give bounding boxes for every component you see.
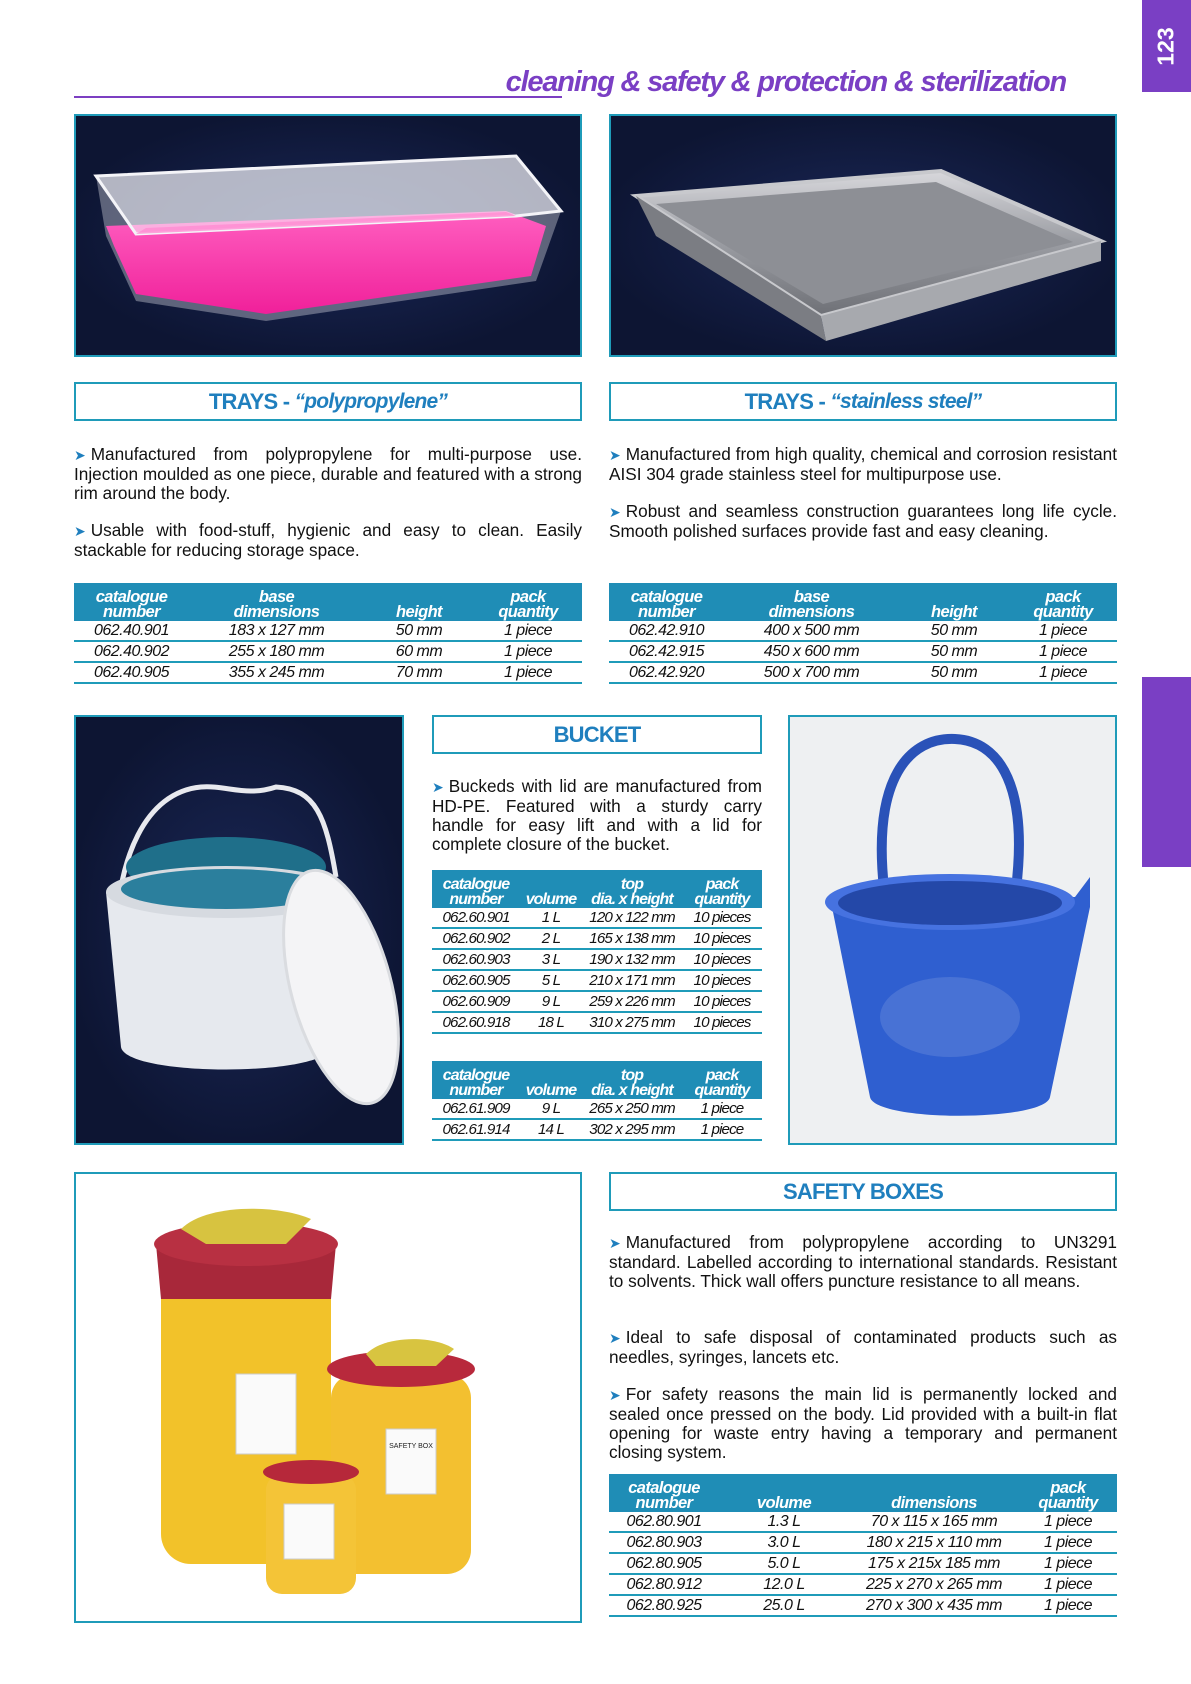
paragraph-text: Robust and seamless construction guarantees long life cycle. Smooth polished surfaces provide fast and easy cleaning. bbox=[609, 501, 1117, 541]
table-row: 062.80.903 3.0 L 180 x 215 x 110 mm 1 piece bbox=[609, 1533, 1117, 1554]
page-number: 123 bbox=[1153, 26, 1179, 66]
table-row: 062.60.903 3 L 190 x 132 mm 10 pieces bbox=[432, 950, 762, 971]
bullet-arrow-icon: ➤ bbox=[609, 447, 621, 463]
paragraph-text: Manufactured from polypropylene for multi-purpose use. Injection moulded as one piece, durable and featured with a strong rim around the body. bbox=[74, 444, 582, 503]
trays-ss-title-sub: “stainless steel” bbox=[830, 389, 982, 413]
trays-ss-title bbox=[609, 382, 1117, 421]
col-header-dia-height: top dia. x height bbox=[591, 876, 673, 908]
col-header-dia-height: top dia. x height bbox=[591, 1067, 673, 1099]
table-header bbox=[432, 1061, 762, 1099]
trays-ss-desc-1 bbox=[609, 445, 1117, 484]
col-header-quantity: pack quantity bbox=[1033, 588, 1093, 621]
col-header-dimensions: base dimensions bbox=[233, 588, 320, 621]
pp-tray-illustration bbox=[76, 116, 580, 355]
table-header bbox=[609, 1474, 1117, 1512]
safety-boxes-title: SAFETY BOXES bbox=[609, 1172, 1117, 1211]
col-header-catalogue: catalogue number bbox=[95, 588, 168, 621]
table-header bbox=[74, 583, 582, 621]
bullet-arrow-icon: ➤ bbox=[609, 1387, 621, 1403]
col-header-volume: volume bbox=[525, 1082, 577, 1099]
bucket-table-1 bbox=[432, 870, 762, 1034]
safety-desc-2 bbox=[609, 1328, 1117, 1367]
page-header-title: cleaning & safety & protection & sterilization bbox=[505, 66, 1066, 98]
trays-pp-title-main: TRAYS - bbox=[208, 388, 295, 414]
trays-pp-desc-1 bbox=[74, 445, 582, 503]
bullet-arrow-icon: ➤ bbox=[609, 1330, 621, 1346]
col-header-height: height bbox=[931, 603, 977, 621]
trays-pp-table bbox=[74, 583, 582, 684]
table-row: 062.80.905 5.0 L 175 x 215x 185 mm 1 piece bbox=[609, 1554, 1117, 1575]
trays-ss-desc-2 bbox=[609, 502, 1117, 541]
ss-tray-illustration bbox=[611, 116, 1115, 355]
bucket-desc bbox=[432, 777, 762, 854]
col-header-catalogue: catalogue number bbox=[442, 876, 510, 908]
trays-ss-table bbox=[609, 583, 1117, 684]
paragraph-text: For safety reasons the main lid is permanently locked and sealed once pressed on the body. Lid provided with a built-in flat opening for waste entry having a temporary and permanent closing system. bbox=[609, 1384, 1117, 1462]
table-row: 062.60.905 5 L 210 x 171 mm 10 pieces bbox=[432, 971, 762, 992]
col-header-dimensions: dimensions bbox=[891, 1494, 977, 1512]
col-header-catalogue: catalogue number bbox=[630, 588, 703, 621]
table-row: 062.42.910 400 x 500 mm 50 mm 1 piece bbox=[609, 621, 1117, 642]
table-row: 062.42.920 500 x 700 mm 50 mm 1 piece bbox=[609, 663, 1117, 684]
image-ss-tray bbox=[609, 114, 1117, 357]
blue-bucket-illustration bbox=[790, 717, 1115, 1143]
safety-boxes-illustration bbox=[76, 1174, 580, 1621]
col-header-quantity: pack quantity bbox=[694, 1067, 750, 1099]
col-header-quantity: pack quantity bbox=[1038, 1479, 1098, 1512]
table-row: 062.61.909 9 L 265 x 250 mm 1 piece bbox=[432, 1099, 762, 1120]
table-header bbox=[432, 870, 762, 908]
safety-boxes-table bbox=[609, 1474, 1117, 1617]
table-row: 062.40.902 255 x 180 mm 60 mm 1 piece bbox=[74, 642, 582, 663]
bullet-arrow-icon: ➤ bbox=[74, 523, 86, 539]
table-row: 062.60.909 9 L 259 x 226 mm 10 pieces bbox=[432, 992, 762, 1013]
bullet-arrow-icon: ➤ bbox=[74, 447, 86, 463]
col-header-quantity: pack quantity bbox=[694, 876, 750, 908]
table-row: 062.60.902 2 L 165 x 138 mm 10 pieces bbox=[432, 929, 762, 950]
col-header-volume: volume bbox=[756, 1494, 812, 1512]
safety-label-text: SAFETY BOX bbox=[389, 1443, 433, 1450]
bullet-arrow-icon: ➤ bbox=[609, 504, 621, 520]
col-header-catalogue: catalogue number bbox=[442, 1067, 510, 1099]
bullet-arrow-icon: ➤ bbox=[609, 1235, 621, 1251]
section-side-bar bbox=[1142, 677, 1191, 867]
bucket-title: BUCKET bbox=[432, 715, 762, 754]
table-row: 062.80.901 1.3 L 70 x 115 x 165 mm 1 piece bbox=[609, 1512, 1117, 1533]
bucket-table-2 bbox=[432, 1061, 762, 1141]
trays-ss-title-main: TRAYS - bbox=[744, 388, 831, 414]
paragraph-text: Buckeds with lid are manufactured from HD-PE. Featured with a sturdy carry handle for easy lift and with a lid for complete closure of the bucket. bbox=[432, 776, 762, 854]
col-header-catalogue: catalogue number bbox=[628, 1479, 700, 1512]
trays-pp-title bbox=[74, 382, 582, 421]
paragraph-text: Usable with food-stuff, hygienic and easy to clean. Easily stackable for reducing storage space. bbox=[74, 520, 582, 560]
col-header-quantity: pack quantity bbox=[498, 588, 558, 621]
paragraph-text: Manufactured from high quality, chemical and corrosion resistant AISI 304 grade stainless steel for multipurpose use. bbox=[609, 444, 1117, 484]
col-header-height: height bbox=[396, 603, 442, 621]
paragraph-text: Manufactured from polypropylene according to UN3291 standard. Labelled according to international standards. Resistant to solvents. Thick wall offers puncture resistance to all means. bbox=[609, 1232, 1117, 1291]
header-rule bbox=[74, 96, 562, 98]
trays-pp-title-sub: “polypropylene” bbox=[294, 389, 448, 413]
table-row: 062.60.918 18 L 310 x 275 mm 10 pieces bbox=[432, 1013, 762, 1034]
table-row: 062.61.914 14 L 302 x 295 mm 1 piece bbox=[432, 1120, 762, 1141]
image-pp-tray bbox=[74, 114, 582, 357]
table-row: 062.42.915 450 x 600 mm 50 mm 1 piece bbox=[609, 642, 1117, 663]
image-safety-boxes bbox=[74, 1172, 582, 1623]
paragraph-text: Ideal to safe disposal of contaminated products such as needles, syringes, lancets etc. bbox=[609, 1327, 1117, 1367]
bullet-arrow-icon: ➤ bbox=[432, 779, 444, 795]
table-row: 062.80.925 25.0 L 270 x 300 x 435 mm 1 piece bbox=[609, 1596, 1117, 1617]
white-bucket-illustration bbox=[76, 717, 402, 1143]
table-row: 062.40.901 183 x 127 mm 50 mm 1 piece bbox=[74, 621, 582, 642]
table-header bbox=[609, 583, 1117, 621]
safety-desc-1 bbox=[609, 1233, 1117, 1291]
image-white-bucket bbox=[74, 715, 404, 1145]
table-row: 062.40.905 355 x 245 mm 70 mm 1 piece bbox=[74, 663, 582, 684]
safety-desc-3 bbox=[609, 1385, 1117, 1462]
table-row: 062.60.901 1 L 120 x 122 mm 10 pieces bbox=[432, 908, 762, 929]
table-row: 062.80.912 12.0 L 225 x 270 x 265 mm 1 piece bbox=[609, 1575, 1117, 1596]
col-header-dimensions: base dimensions bbox=[768, 588, 855, 621]
trays-pp-desc-2 bbox=[74, 521, 582, 560]
image-blue-bucket bbox=[788, 715, 1117, 1145]
col-header-volume: volume bbox=[525, 891, 577, 908]
page-number-tab bbox=[1142, 0, 1191, 92]
